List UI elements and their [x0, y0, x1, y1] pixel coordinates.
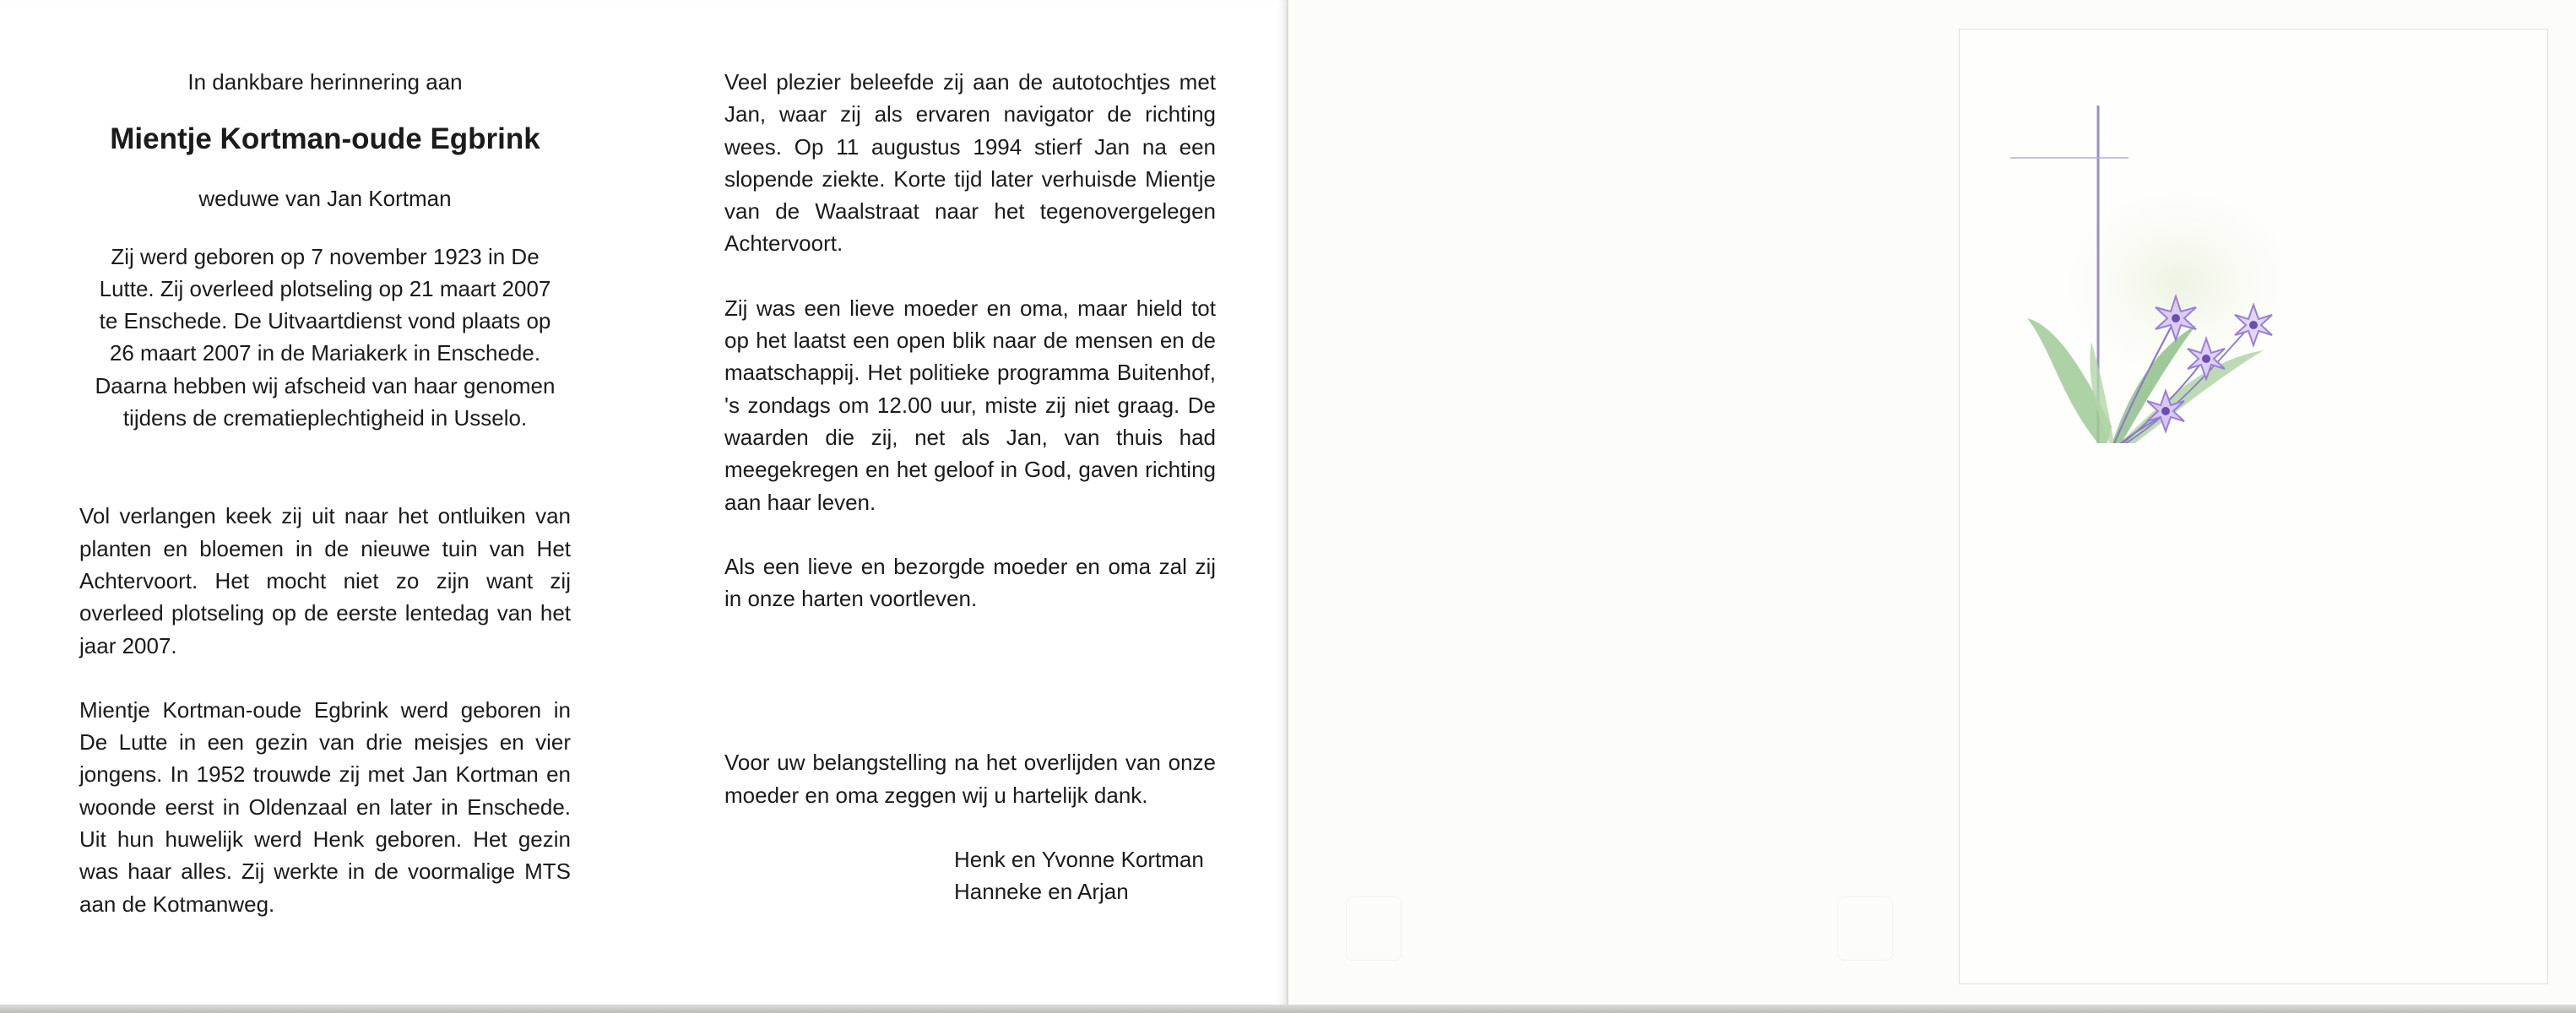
text-line: Lutte. Zij overleed plotseling op 21 maart 2007 [99, 275, 551, 301]
thanks-paragraph: Voor uw belangstelling na het overlijden van onze moeder en oma zeggen wij u hartelijk dank. [724, 750, 1216, 808]
text-line: tijdens de crematieplechtigheid in Usselo. [122, 405, 528, 431]
signature-block [724, 843, 1216, 908]
character-paragraph: Zij was een lieve moeder en oma, maar hield tot op het laatst een open blik naar de mensen en de maatschappij. Het politieke programma Buitenhof, 's zondags om 12.00 uur, miste zij niet graag. De waarden die zij, net als Jan, van thuis had meegekregen en het geloof in God, gaven richting aan haar leven. [724, 295, 1216, 515]
front-cover [1959, 29, 2548, 984]
left-column [79, 66, 571, 920]
faint-embossing-right [1837, 897, 1893, 961]
widow-subtitle: weduwe van Jan Kortman [198, 186, 452, 212]
birth-death-paragraph [79, 241, 571, 435]
garden-paragraph: Vol verlangen keek zij uit naar het ontluiken van planten en bloemen in de nieuwe tuin van Het Achtervoort. Het mocht niet zo zijn want zij overleed plotseling op de eerste lentedag van het jaar 2007. [79, 503, 571, 658]
signature-line-1: Henk en Yvonne Kortman [954, 847, 1204, 873]
inner-page [0, 0, 1288, 1005]
faint-embossing-left [1346, 897, 1402, 961]
memorial-heading: In dankbare herinnering aan [187, 69, 463, 95]
text-line: Daarna hebben wij afscheid van haar genomen [95, 372, 556, 398]
cross-lily-illustration-icon [2010, 72, 2280, 443]
card-bottom-edge [0, 1005, 2576, 1013]
deceased-name: Mientje Kortman-oude Egbrink [110, 122, 540, 156]
signature-line-2: Hanneke en Arjan [954, 879, 1129, 905]
family-paragraph: Mientje Kortman-oude Egbrink werd geboren in De Lutte in een gezin van drie meisjes en vier jongens. In 1952 trouwde zij met Jan Kortman en woonde eerst in Oldenzaal en later in Enschede. Uit hun huwelijk werd Henk geboren. Het gezin was haar alles. Zij werkte in de voormalige MTS aan de Kotmanweg. [79, 696, 571, 917]
text-line: Zij werd geboren op 7 november 1923 in De [111, 243, 540, 269]
text-line: 26 maart 2007 in de Mariakerk in Enschede. [109, 340, 541, 366]
trips-paragraph: Veel plezier beleefde zij aan de autotochtjes met Jan, waar zij als ervaren navigator de richting wees. Op 11 augustus 1994 stierf Jan na een slopende ziekte. Korte tijd later verhuisde Mientje van de Waalstraat naar het tegenovergelegen Achtervoort. [724, 69, 1216, 257]
text-line: te Enschede. De Uitvaartdienst vond plaats op [99, 308, 551, 334]
memory-paragraph: Als een lieve en bezorgde moeder en oma zal zij in onze harten voortleven. [724, 553, 1216, 612]
middle-column [724, 66, 1216, 908]
